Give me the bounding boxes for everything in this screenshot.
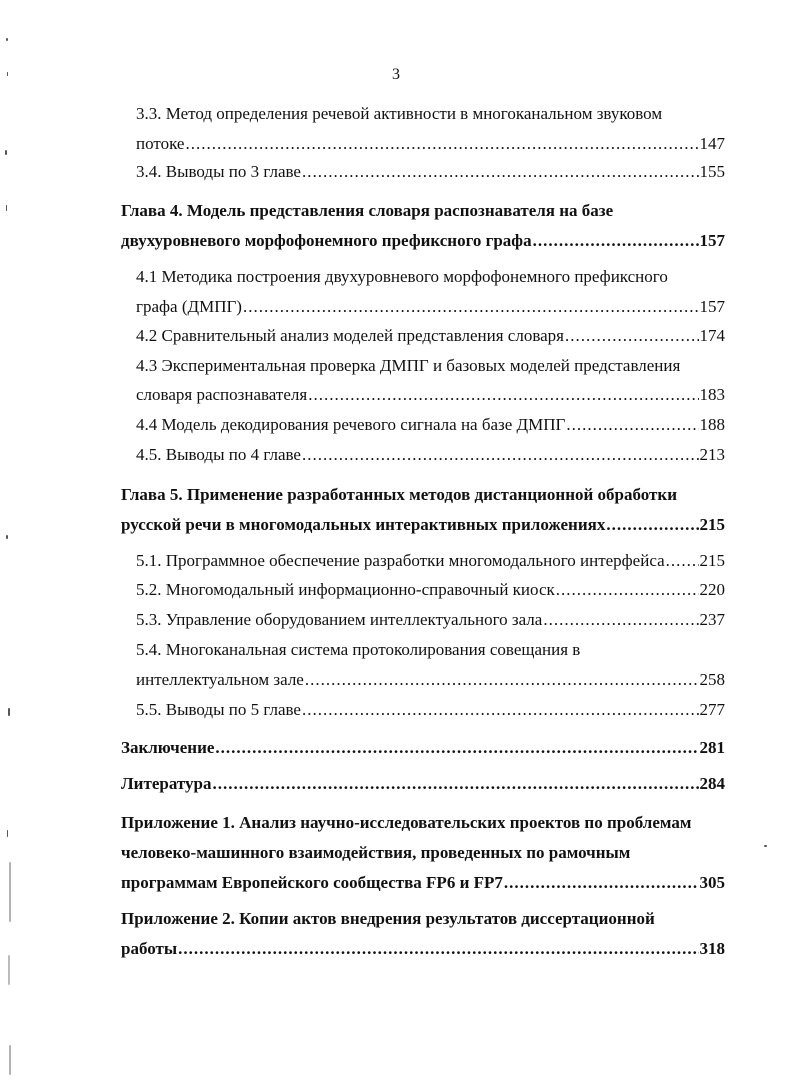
toc-page-number: 183 [699, 385, 725, 404]
toc-chapter-text: Литература [121, 774, 212, 793]
leader-dots [212, 773, 698, 795]
leader-dots [666, 550, 699, 572]
toc-entry-text: 4.1 Методика построения двухуровневого морфофонемного префиксного [136, 267, 668, 286]
scan-speck [9, 1045, 11, 1075]
leader-dots [543, 609, 698, 631]
toc-chapter-4-title [121, 200, 613, 222]
toc-page-number: 174 [699, 326, 725, 345]
toc-page-number: 237 [699, 610, 725, 629]
toc-entry-text: 5.5. Выводы по 5 главе [136, 700, 301, 719]
toc-entry-text: словаря распознавателя [136, 385, 308, 404]
toc-page-number: 155 [699, 162, 725, 181]
scan-speck [8, 955, 10, 985]
toc-appendix-1-title [121, 812, 691, 834]
leader-dots [302, 161, 699, 183]
toc-page-number: 157 [699, 297, 725, 316]
toc-page-number: 318 [699, 939, 725, 958]
toc-entry-text: 4.4 Модель декодирования речевого сигнала на базе ДМПГ [136, 415, 566, 434]
page-number: 3 [392, 66, 400, 83]
toc-chapter-text: программам Европейского сообщества FP6 и FP7 [121, 873, 503, 892]
toc-entry-text: 5.3. Управление оборудованием интеллектуального зала [136, 610, 543, 629]
leader-dots [565, 325, 699, 347]
leader-dots [302, 699, 699, 721]
toc-entry-text: 4.5. Выводы по 4 главе [136, 445, 301, 464]
toc-entry-text: интеллектуальном зале [136, 670, 304, 689]
toc-appendix-2 [121, 938, 725, 960]
toc-page-number: 157 [699, 231, 725, 250]
scan-speck [764, 845, 767, 847]
toc-appendix-1-line2 [121, 842, 630, 864]
toc-entry-text: 3.3. Метод определения речевой активности в многоканальном звуковом [136, 104, 663, 123]
toc-entry-4-1-title [136, 266, 668, 288]
toc-entry-5-5 [136, 699, 725, 721]
toc-chapter-4 [121, 230, 725, 252]
toc-entry-4-4 [136, 414, 725, 436]
toc-entry-text: графа (ДМПГ) [136, 297, 242, 316]
leader-dots [178, 938, 698, 960]
toc-conclusion [121, 737, 725, 759]
toc-chapter-text: Приложение 2. Копии актов внедрения результатов диссертационной [121, 909, 655, 928]
toc-appendix-2-title [121, 908, 655, 930]
toc-entry-4-2 [136, 325, 725, 347]
scan-speck [9, 862, 11, 922]
toc-entry-5-4-title [136, 639, 580, 661]
toc-entry-5-3 [136, 609, 725, 631]
toc-appendix-1 [121, 872, 725, 894]
toc-entry-text: 5.4. Многоканальная система протоколирования совещания в [136, 640, 581, 659]
toc-entry-5-4 [136, 669, 725, 691]
toc-entry-text: 5.2. Многомодальный информационно-справочный киоск [136, 580, 555, 599]
toc-entry-text: 5.1. Программное обеспечение разработки многомодального интерфейса [136, 551, 665, 570]
toc-chapter-text: Приложение 1. Анализ научно-исследовательских проектов по проблемам [121, 813, 692, 832]
toc-entry-5-1 [136, 550, 725, 572]
toc-page-number: 147 [699, 134, 725, 153]
leader-dots [305, 669, 699, 691]
toc-entry-4-5 [136, 444, 725, 466]
toc-entry-3-3-title [136, 103, 662, 125]
toc-page-number: 220 [699, 580, 725, 599]
scan-speck [6, 38, 8, 41]
toc-entry-4-3 [136, 384, 725, 406]
leader-dots [185, 133, 698, 155]
leader-dots [533, 230, 699, 252]
toc-chapter-text: человеко-машинного взаимодействия, проведенных по рамочным [121, 843, 631, 862]
toc-page-number: 258 [699, 670, 725, 689]
toc-entry-text: 4.3 Экспериментальная проверка ДМПГ и базовых моделей представления [136, 356, 681, 375]
leader-dots [243, 296, 699, 318]
toc-page-number: 277 [699, 700, 725, 719]
toc-page-number: 215 [699, 551, 725, 570]
toc-chapter-5-title [121, 484, 677, 506]
toc-page-number: 305 [699, 873, 725, 892]
toc-literature [121, 773, 725, 795]
toc-chapter-text: Глава 4. Модель представления словаря распознавателя на базе [121, 201, 614, 220]
toc-chapter-text: Заключение [121, 738, 215, 757]
toc-entry-4-3-title [136, 355, 680, 377]
scan-speck [8, 708, 10, 716]
toc-page-number: 284 [699, 774, 725, 793]
toc-chapter-text: двухуровневого морфофонемного префиксного графа [121, 231, 532, 250]
toc-chapter-text: работы [121, 939, 178, 958]
leader-dots [556, 579, 699, 601]
toc-entry-text: потоке [136, 134, 185, 153]
leader-dots [308, 384, 698, 406]
toc-page-number: 215 [699, 515, 725, 534]
toc-entry-5-2 [136, 579, 725, 601]
leader-dots [302, 444, 699, 466]
toc-entry-text: 3.4. Выводы по 3 главе [136, 162, 301, 181]
toc-entry-4-1 [136, 296, 725, 318]
leader-dots [566, 414, 698, 436]
leader-dots [606, 514, 698, 536]
leader-dots [504, 872, 699, 894]
toc-chapter-text: русской речи в многомодальных интерактивных приложениях [121, 515, 606, 534]
scan-speck [7, 830, 8, 837]
toc-chapter-text: Глава 5. Применение разработанных методов дистанционной обработки [121, 485, 677, 504]
scan-speck [7, 72, 8, 76]
toc-page-number: 281 [699, 738, 725, 757]
scan-speck [6, 535, 8, 539]
toc-entry-3-3 [136, 133, 725, 155]
toc-page-number: 213 [699, 445, 725, 464]
scan-speck [6, 205, 7, 211]
scan-speck [5, 150, 7, 155]
toc-chapter-5 [121, 514, 725, 536]
leader-dots [215, 737, 698, 759]
toc-entry-text: 4.2 Сравнительный анализ моделей представления словаря [136, 326, 564, 345]
toc-page-number: 188 [699, 415, 725, 434]
toc-entry-3-4 [136, 161, 725, 183]
